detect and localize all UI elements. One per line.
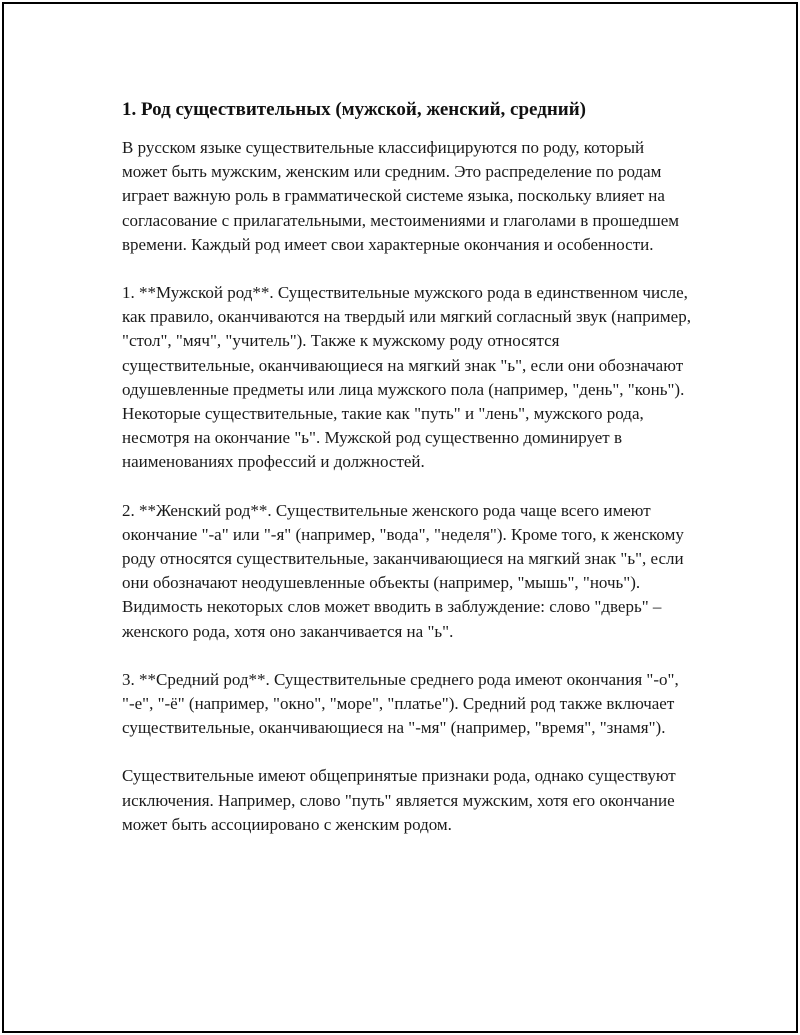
page-frame	[2, 2, 798, 1033]
paragraph-intro: В русском языке существительные классифицируются по роду, который может быть мужским, женским или средним. Это распределение по родам играет важную роль в грамматической системе языка, поскольку влияет на согласование с прилагательными, местоимениями и глаголами в прошедшем времени. Каждый род имеет свои характерные окончания и особенности.	[122, 138, 680, 254]
section-title: 1. Род существительных (мужской, женский, средний)	[122, 99, 586, 120]
document-body	[122, 96, 692, 861]
paragraph-neuter: 3. **Средний род**. Существительные среднего рода имеют окончания "-о", "-е", "-ё" (например, "окно", "море", "платье"). Средний род также включает существительные, оканчивающиеся на "-мя" (например, "время", "знамя").	[122, 669, 679, 738]
paragraph-feminine: 2. **Женский род**. Существительные женского рода чаще всего имеют окончание "-а" или "-я" (например, "вода", "неделя"). Кроме того, к женскому роду относятся существительные, заканчивающиеся на мягкий знак "ь", если они обозначают неодушевленные объекты (например, "мышь", "ночь"). Видимость некоторых слов может вводить в заблуждение: слово "дверь" – женского рода, хотя оно заканчивается на "ь".	[122, 500, 684, 641]
paragraph-masculine: 1. **Мужской род**. Существительные мужского рода в единственном числе, как правило, оканчиваются на твердый или мягкий согласный звук (например, "стол", "мяч", "учитель"). Также к мужскому роду относятся существительные, оканчивающиеся на мягкий знак "ь", если они обозначают одушевленные предметы или лица мужского пола (например, "день", "конь"). Некоторые существительные, такие как "путь" и "лень", мужского рода, несмотря на окончание "ь". Мужской род существенно доминирует в наименованиях профессий и должностей.	[122, 283, 691, 472]
paragraph-exceptions: Существительные имеют общепринятые признаки рода, однако существуют исключения. Например, слово "путь" является мужским, хотя его окончание может быть ассоциировано с женским родом.	[122, 766, 676, 834]
